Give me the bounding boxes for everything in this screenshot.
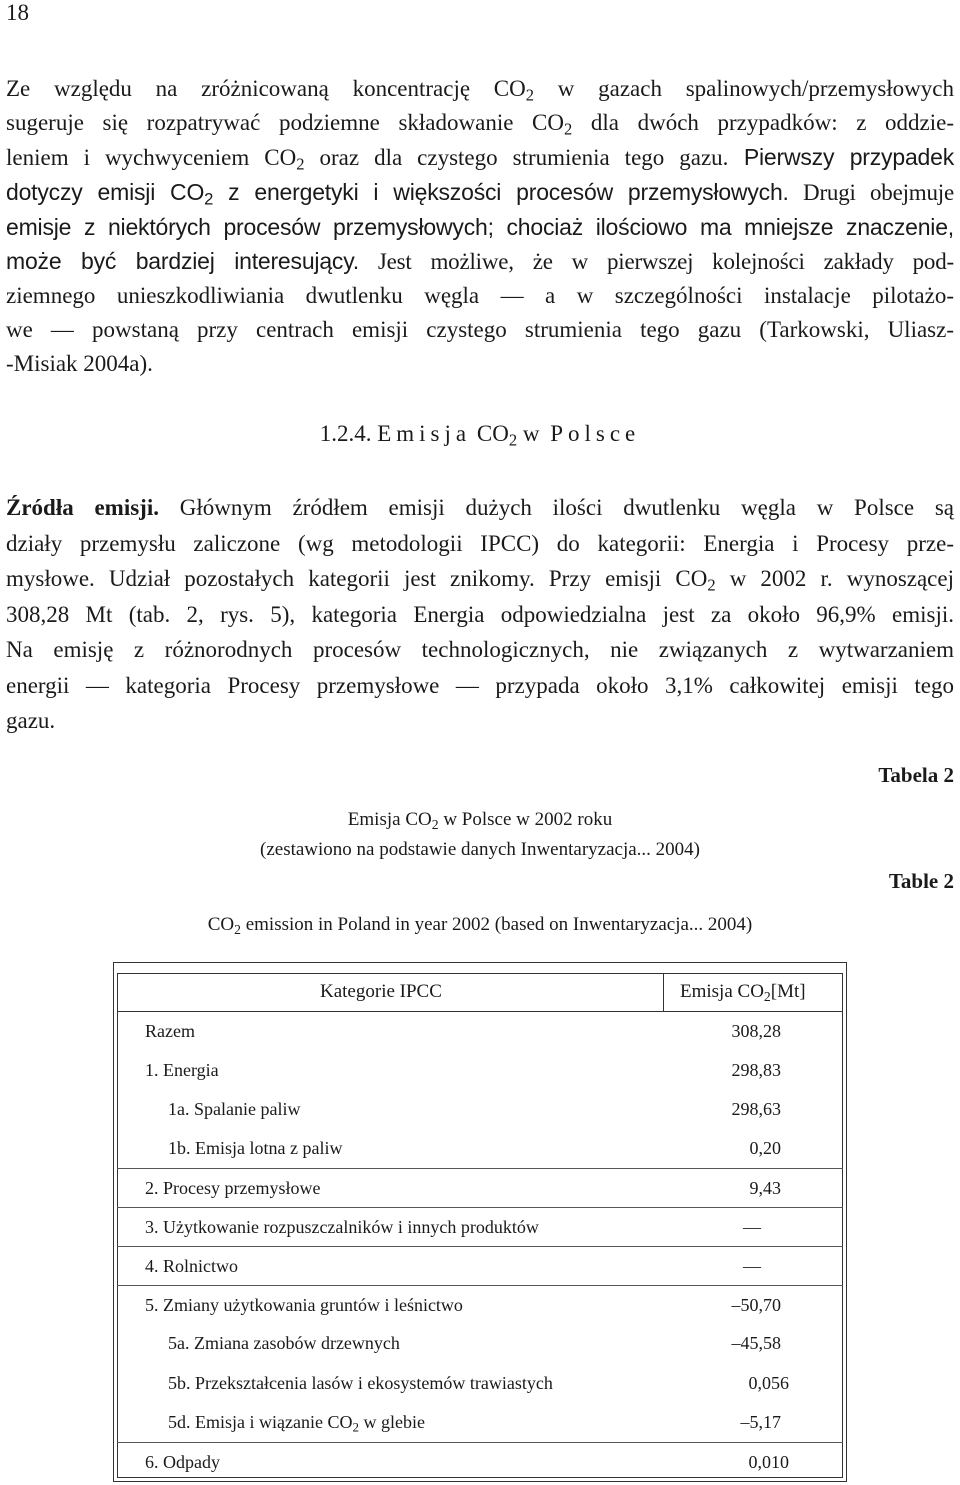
text-line: Źródła emisji. Głównym źródłem emisji dużych ilości dwutlenku węgla w Polsce są [6, 495, 954, 520]
table-caption-en: $CO_2$ emission in Poland in year 2002 (based on Inwentaryzacja... 2004) [207, 914, 753, 937]
section-heading: 1.2.4. Emisja $CO_2$ w Polsce [319, 421, 641, 450]
row-value: 0,20 [749, 1138, 781, 1158]
row-value: — [743, 1256, 761, 1276]
table-caption-pl-source: (zestawiono na podstawie danych Inwentaryzacja... 2004) [260, 839, 700, 860]
table-row [117, 1051, 843, 1090]
text-line: mysłowe. Udział pozostałych kategorii jest znikomy. Przy emisji $CO_2$ w 2002 r. wynoszącej [6, 566, 954, 595]
row-value: 9,43 [749, 1178, 781, 1198]
row-label: 2. Procesy przemysłowe [145, 1178, 321, 1198]
table-row [117, 1403, 843, 1442]
text-line: sugeruje się rozpatrywać podziemne składowanie $CO_2$ dla dwóch przypadków: z oddzie- [6, 110, 954, 139]
text-line: dotyczy emisji $CO_2$ z energetyki i większości procesów przemysłowych. Drugi obejmuje [6, 179, 954, 209]
table-caption-pl: Emisja $CO_2$ w Polsce w 2002 roku [347, 809, 613, 832]
text-line: gazu. [6, 708, 56, 733]
table-header [117, 973, 843, 1012]
text-line: -Misiak 2004a). [6, 351, 153, 376]
header-divider [663, 973, 664, 1011]
row-label: 1a. Spalanie paliw [168, 1099, 301, 1119]
text-line: działy przemysłu zaliczone (wg metodologii IPCC) do kategorii: Energia i Procesy prze- [6, 530, 954, 556]
row-label: 4. Rolnictwo [145, 1256, 238, 1276]
header-emission: Emisja $CO_2[Mt]$ [680, 981, 806, 1004]
row-value: –5,17 [740, 1412, 781, 1432]
row-value: 308,28 [731, 1021, 781, 1041]
table-row [117, 1442, 843, 1478]
text-line: energii — kategoria Procesy przemysłowe — przypada około 3,1% całkowitej emisji tego [6, 672, 954, 698]
row-label: 5a. Zmiana zasobów drzewnych [168, 1333, 400, 1353]
table-row [117, 1246, 843, 1285]
page-number: 18 [6, 0, 29, 25]
text-line: Na emisję z różnorodnych procesów technologicznych, nie związanych z wytwarzaniem [6, 637, 954, 662]
text-line: ziemnego unieszkodliwiania dwutlenku węgla — a w szczególności instalacje pilotażo- [6, 283, 954, 308]
text-line: we — powstaną przy centrach emisji czystego strumienia tego gazu (Tarkowski, Uliasz- [6, 317, 954, 342]
table-row [117, 1364, 843, 1403]
row-label: 5d. Emisja i wiązanie $CO_2$ w glebie [168, 1412, 425, 1435]
intro-paragraph [6, 72, 954, 381]
table-label-en: Table 2 [888, 869, 954, 893]
row-value: –45,58 [731, 1333, 781, 1353]
table-row [117, 1090, 843, 1129]
row-value: 0,010 [748, 1452, 789, 1472]
row-value: 298,83 [731, 1060, 781, 1080]
row-label: 1. Energia [145, 1060, 219, 1080]
row-value: –50,70 [731, 1295, 781, 1315]
row-label: Razem [145, 1021, 195, 1041]
row-value: 0,056 [748, 1373, 789, 1393]
row-label: 1b. Emisja lotna z paliw [168, 1138, 343, 1158]
table-label-pl: Tabela 2 [878, 763, 954, 787]
sources-paragraph [6, 490, 954, 739]
table-row [117, 1207, 843, 1246]
text-line: leniem i wychwyceniem $CO_2$ oraz dla czystego strumienia tego gazu. Pierwszy przypadek [6, 144, 955, 174]
header-categories: Kategorie IPCC [320, 981, 442, 1002]
table-row [117, 1129, 843, 1168]
row-label: 5. Zmiany użytkowania gruntów i leśnictwo [145, 1295, 463, 1315]
text-line: emisje z niektórych procesów przemysłowych; chociaż ilościowo ma mniejsze znaczenie, [6, 214, 954, 240]
row-value: 298,63 [731, 1099, 781, 1119]
table-row [117, 1168, 843, 1207]
table-row [117, 1012, 843, 1051]
row-label: 3. Użytkowanie rozpuszczalników i innych produktów [145, 1217, 539, 1237]
text-line: 308,28 Mt (tab. 2, rys. 5), kategoria Energia odpowiedzialna jest za około 96,9% emisji. [6, 601, 954, 627]
text-line: może być bardziej interesujący. Jest możliwe, że w pierwszej kolejności zakłady pod- [6, 248, 954, 274]
row-value: — [743, 1217, 761, 1237]
row-label: 5b. Przekształcenia lasów i ekosystemów trawiastych [168, 1373, 553, 1393]
table-row [117, 1324, 843, 1363]
text-line: Ze względu na zróżnicowaną koncentrację $CO_2$ w gazach spalinowych/przemysłowych [6, 76, 954, 105]
table-row [117, 1285, 843, 1324]
row-label: 6. Odpady [145, 1452, 220, 1472]
